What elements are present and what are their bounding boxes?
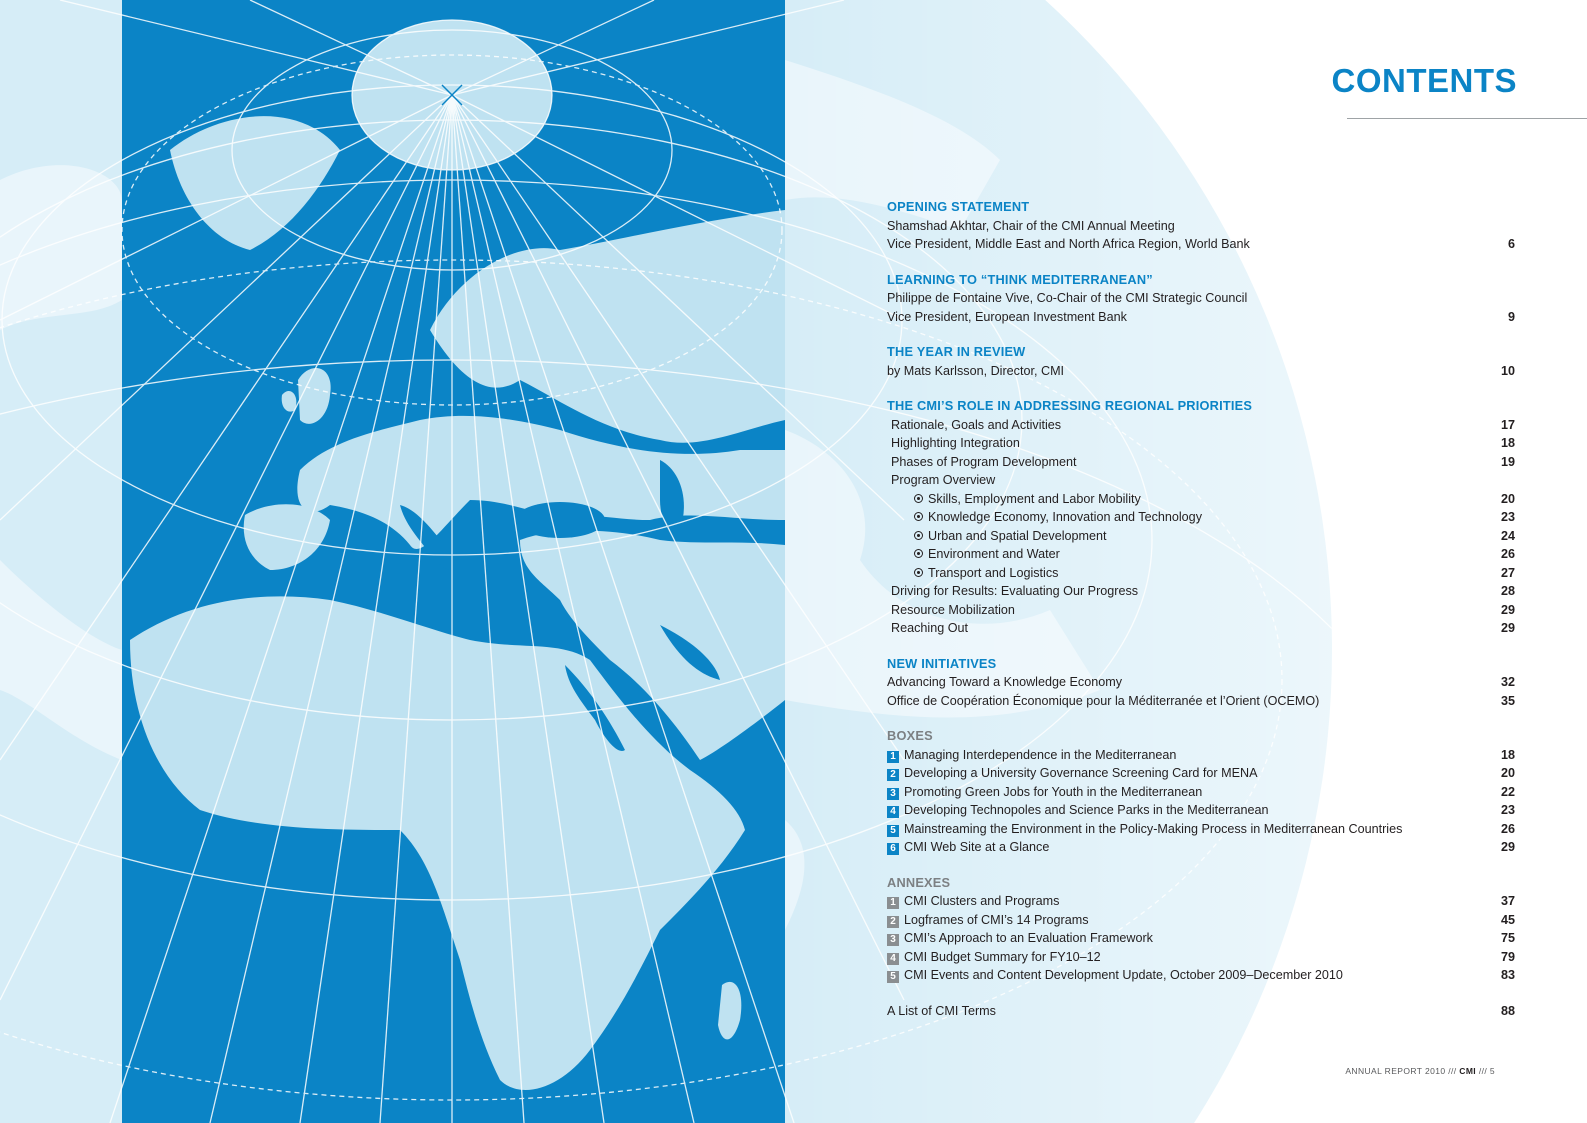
- toc-entry-text: CMI Events and Content Development Update, October 2009–December 2010: [904, 968, 1343, 982]
- toc-row[interactable]: [887, 527, 1515, 546]
- toc-entry-text: Skills, Employment and Labor Mobility: [928, 491, 1141, 506]
- toc-entry-text: Developing a University Governance Screening Card for MENA: [904, 766, 1258, 780]
- toc-entry-text: Vice President, Middle East and North Africa Region, World Bank: [887, 237, 1250, 251]
- annex-number-badge: 4: [887, 953, 899, 965]
- toc-row[interactable]: [887, 217, 1515, 236]
- toc-row[interactable]: [887, 929, 1515, 948]
- page-number: 83: [1500, 968, 1515, 982]
- toc-entry-text: Office de Coopération Économique pour la Méditerranée et l’Orient (OCEMO): [887, 693, 1320, 708]
- section-heading[interactable]: NEW INITIATIVES: [887, 655, 997, 671]
- toc-row[interactable]: [887, 582, 1515, 601]
- toc-row[interactable]: [887, 471, 1515, 490]
- toc-entry-text: Vice President, European Investment Bank: [887, 309, 1127, 324]
- toc-row[interactable]: [887, 564, 1515, 583]
- footer-left: ANNUAL REPORT 2010 ///: [1345, 1066, 1460, 1076]
- page-number: 6: [1507, 237, 1515, 251]
- bullet-icon: [914, 494, 923, 503]
- page-footer: [1345, 1066, 1495, 1076]
- page-number: 26: [1500, 547, 1515, 561]
- section-heading[interactable]: OPENING STATEMENT: [887, 199, 1030, 214]
- toc-row[interactable]: [887, 289, 1515, 308]
- bullet-icon: [914, 512, 923, 521]
- section-heading[interactable]: BOXES: [887, 728, 933, 743]
- page-number: 23: [1500, 510, 1515, 524]
- toc-row[interactable]: [887, 235, 1515, 254]
- toc-section-annexes: [887, 874, 1515, 985]
- toc-entry-text: Reaching Out: [891, 621, 969, 635]
- toc-row[interactable]: [887, 820, 1515, 839]
- toc-entry-text: CMI’s Approach to an Evaluation Framework: [904, 931, 1153, 945]
- page-number: 29: [1500, 602, 1515, 617]
- toc-row[interactable]: [887, 892, 1515, 911]
- toc-entry-text: Resource Mobilization: [891, 602, 1015, 617]
- footer-brand: CMI: [1459, 1066, 1477, 1076]
- bullet-icon: [914, 549, 923, 558]
- page-number: 45: [1500, 912, 1515, 927]
- toc-entry-text: Developing Technopoles and Science Parks in the Mediterranean: [904, 803, 1269, 817]
- toc-entry-text: Managing Interdependence in the Mediterranean: [904, 747, 1177, 762]
- page-number: 35: [1500, 693, 1515, 708]
- section-heading[interactable]: THE YEAR IN REVIEW: [887, 344, 1026, 359]
- page-number: 24: [1500, 528, 1515, 543]
- page-number: 18: [1500, 747, 1515, 762]
- toc-section-learning: [887, 271, 1515, 327]
- title-divider: [1347, 118, 1587, 119]
- page-number: 29: [1500, 840, 1515, 854]
- section-heading[interactable]: LEARNING TO “THINK MEDITERRANEAN”: [887, 271, 1153, 287]
- toc-section-role: [887, 397, 1515, 638]
- box-number-badge: 3: [887, 788, 899, 800]
- toc-entry-text: Logframes of CMI’s 14 Programs: [904, 912, 1089, 927]
- toc-row[interactable]: [887, 838, 1515, 857]
- toc-row[interactable]: [887, 764, 1515, 783]
- table-of-contents: [887, 198, 1515, 1037]
- toc-row[interactable]: [887, 948, 1515, 967]
- toc-row[interactable]: [887, 601, 1515, 620]
- annex-number-badge: 5: [887, 971, 899, 983]
- bullet-icon: [914, 531, 923, 540]
- page-number: 23: [1500, 803, 1515, 817]
- toc-section-boxes: [887, 727, 1515, 857]
- box-number-badge: 4: [887, 806, 899, 818]
- section-heading[interactable]: ANNEXES: [887, 874, 951, 890]
- toc-entry-text: Promoting Green Jobs for Youth in the Mediterranean: [904, 784, 1203, 799]
- page-number: 88: [1500, 1003, 1515, 1018]
- page-title: CONTENTS: [1331, 62, 1517, 99]
- toc-entry-text: Environment and Water: [928, 547, 1060, 561]
- page-number: 29: [1500, 621, 1515, 635]
- box-number-badge: 1: [887, 751, 899, 763]
- toc-row[interactable]: [887, 545, 1515, 564]
- page-number: 75: [1500, 931, 1515, 945]
- toc-section-year-in-review: [887, 343, 1515, 380]
- box-number-badge: 5: [887, 825, 899, 837]
- page-number: 22: [1500, 784, 1515, 799]
- toc-entry-text: Highlighting Integration: [891, 436, 1020, 450]
- box-number-badge: 6: [887, 843, 899, 855]
- toc-entry-text: Mainstreaming the Environment in the Policy-Making Process in Mediterranean Countries: [904, 821, 1403, 836]
- toc-entry-text: Advancing Toward a Knowledge Economy: [887, 675, 1122, 689]
- toc-row[interactable]: [887, 1002, 1515, 1021]
- toc-row[interactable]: [887, 746, 1515, 765]
- toc-row[interactable]: [887, 453, 1515, 472]
- toc-entry-text: Phases of Program Development: [891, 454, 1077, 469]
- toc-row[interactable]: [887, 966, 1515, 985]
- annex-number-badge: 1: [887, 897, 899, 909]
- bullet-icon: [914, 568, 923, 577]
- toc-row[interactable]: [887, 508, 1515, 527]
- annex-number-badge: 3: [887, 934, 899, 946]
- toc-entry-text: CMI Budget Summary for FY10–12: [904, 949, 1101, 964]
- toc-row[interactable]: [887, 490, 1515, 509]
- toc-row[interactable]: [887, 801, 1515, 820]
- toc-entry-text: CMI Web Site at a Glance: [904, 840, 1050, 854]
- page-number: 37: [1500, 894, 1515, 908]
- page-number: 20: [1500, 766, 1515, 780]
- toc-row[interactable]: [887, 619, 1515, 638]
- box-number-badge: 2: [887, 769, 899, 781]
- page-number: 28: [1500, 584, 1515, 598]
- page-number: 20: [1500, 491, 1515, 506]
- section-heading[interactable]: THE CMI’S ROLE IN ADDRESSING REGIONAL PRIORITIES: [887, 398, 1253, 413]
- toc-section-new-initiatives: [887, 655, 1515, 711]
- toc-entry-text: Transport and Logistics: [928, 565, 1059, 580]
- page-number: 10: [1500, 363, 1515, 378]
- toc-row[interactable]: [887, 308, 1515, 327]
- toc-entry-text: A List of CMI Terms: [887, 1003, 996, 1018]
- toc-row[interactable]: [887, 362, 1515, 381]
- toc-row[interactable]: [887, 692, 1515, 711]
- toc-entry-text: Driving for Results: Evaluating Our Progress: [891, 584, 1139, 598]
- page-number: 27: [1500, 565, 1515, 580]
- page-number: 79: [1500, 949, 1515, 964]
- toc-row[interactable]: [887, 673, 1515, 692]
- annex-number-badge: 2: [887, 916, 899, 928]
- page-number: 18: [1500, 436, 1515, 450]
- toc-section-terms: [887, 1002, 1515, 1021]
- toc-entry-text: Shamshad Akhtar, Chair of the CMI Annual Meeting: [887, 218, 1175, 233]
- toc-entry-text: Urban and Spatial Development: [928, 528, 1107, 543]
- toc-entry-text: by Mats Karlsson, Director, CMI: [887, 363, 1065, 378]
- toc-entry-text: Knowledge Economy, Innovation and Technology: [928, 510, 1202, 524]
- toc-entry-text: Program Overview: [891, 473, 996, 487]
- page-number: 26: [1500, 821, 1515, 836]
- toc-entry-text: Philippe de Fontaine Vive, Co-Chair of the CMI Strategic Council: [887, 291, 1248, 305]
- toc-section-opening: [887, 198, 1515, 254]
- toc-entry-text: Rationale, Goals and Activities: [891, 417, 1062, 432]
- toc-row[interactable]: [887, 911, 1515, 930]
- page-number: [1485, 471, 1515, 490]
- toc-row[interactable]: [887, 416, 1515, 435]
- toc-entry-text: CMI Clusters and Programs: [904, 894, 1060, 908]
- page-number: 17: [1500, 417, 1515, 432]
- page-number: 9: [1507, 309, 1515, 324]
- page-number: 32: [1500, 675, 1515, 689]
- toc-row[interactable]: [887, 783, 1515, 802]
- toc-row[interactable]: [887, 434, 1515, 453]
- page-number: 19: [1500, 454, 1515, 469]
- footer-page: /// 5: [1476, 1066, 1495, 1076]
